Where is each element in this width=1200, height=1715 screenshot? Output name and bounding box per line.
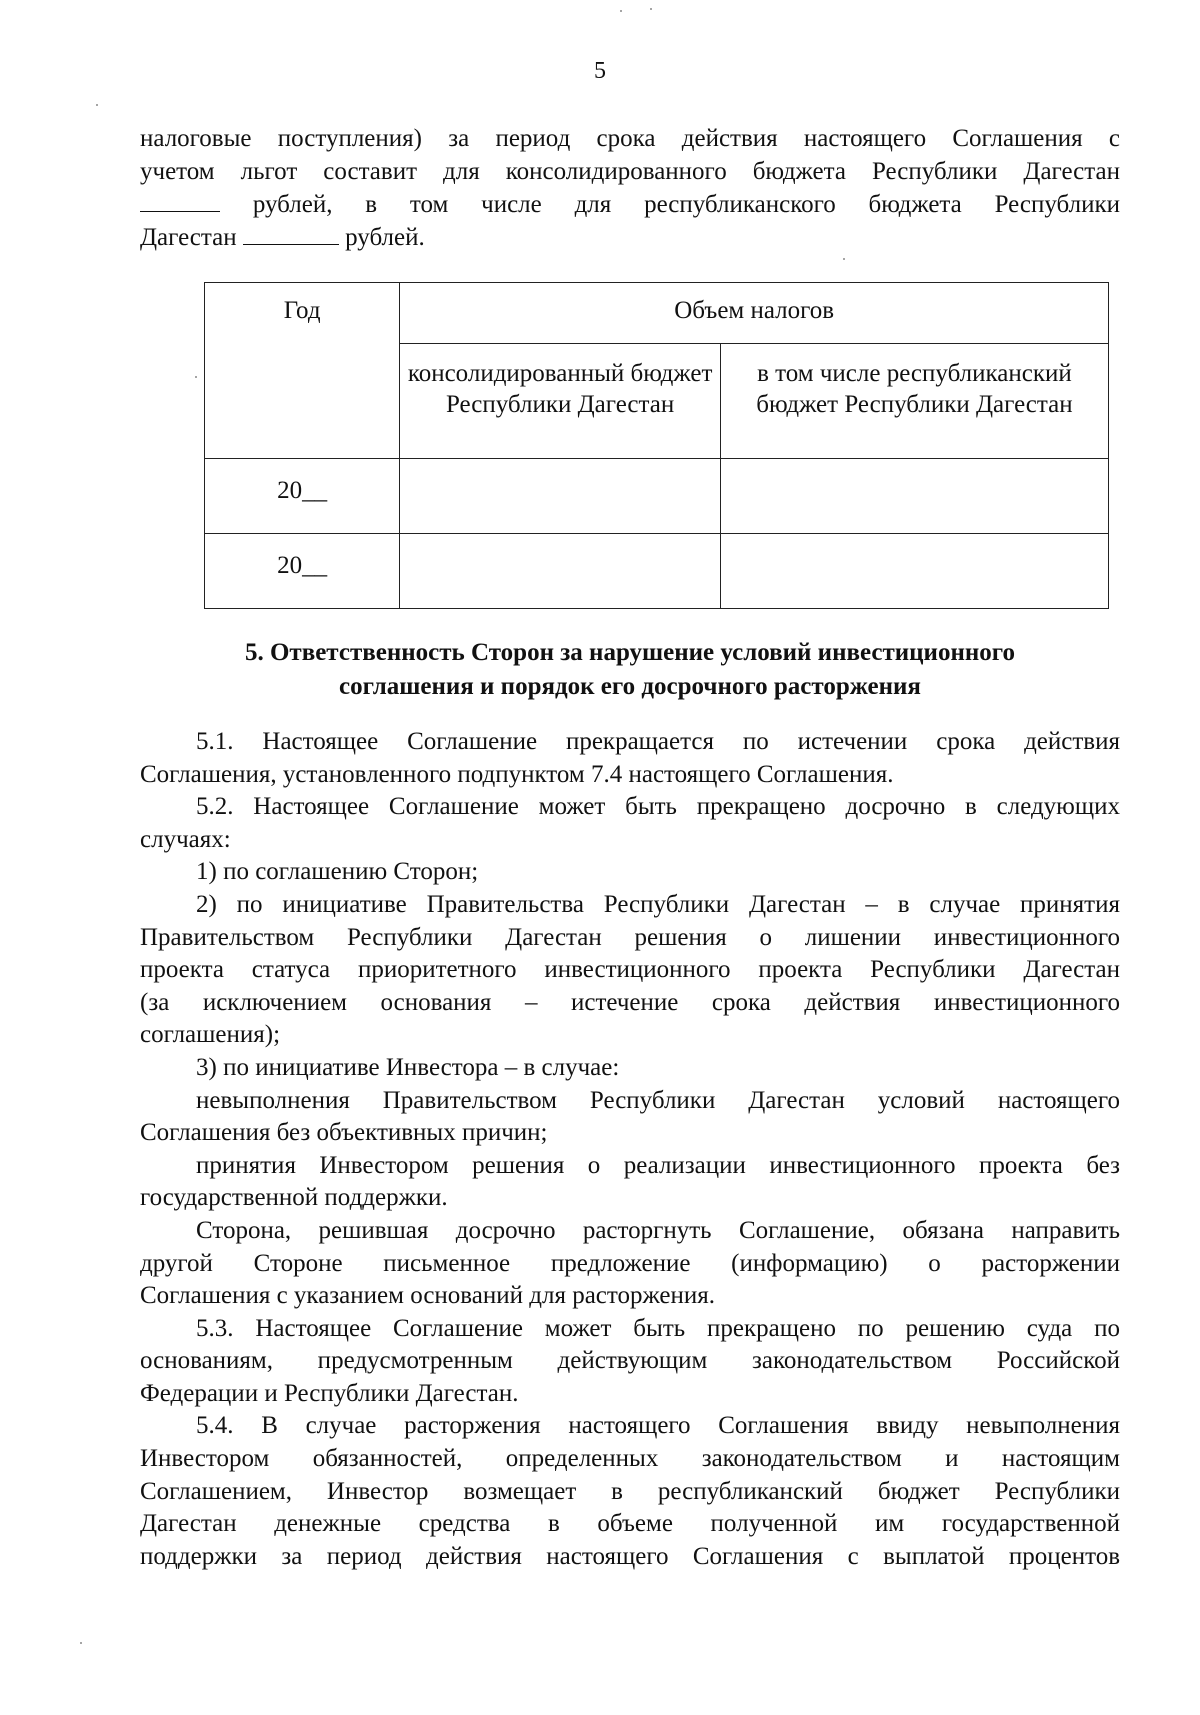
body-line: Инвестором обязанностей, определенных законодательством и настоящим [140,1445,1120,1473]
table-header-year: Год [205,283,400,459]
body-line: 2) по инициативе Правительства Республики Дагестан – в случае принятия [196,890,1120,918]
scan-speck [80,1642,82,1644]
table-cell-consolidated [400,534,721,609]
body-line: Федерации и Республики Дагестан. [140,1379,519,1407]
scan-speck [843,258,845,260]
table-cell-year: 20__ [205,459,400,534]
body-line: основаниям, предусмотренным действующим законодательством Российской [140,1347,1120,1375]
table-cell-republican [720,459,1108,534]
blank-amount-republican [243,224,339,245]
body-line: 1) по соглашению Сторон; [196,858,479,886]
section-heading [140,636,1120,704]
body-line: 5.3. Настоящее Соглашение может быть прекращено по решению суда по [196,1314,1120,1342]
table-header-volume: Объем налогов [400,283,1109,344]
body-line: невыполнения Правительством Республики Дагестан условий настоящего [196,1086,1120,1114]
body-line: 3) по инициативе Инвестора – в случае: [196,1053,620,1081]
intro-line-3-text: рублей, в том числе для республиканского бюджета Республики [220,191,1120,218]
body-line: проекта статуса приоритетного инвестиционного проекта Республики Дагестан [140,956,1120,984]
body-line: Соглашения, установленного подпунктом 7.4 настоящего Соглашения. [140,760,894,788]
table-cell-year: 20__ [205,534,400,609]
body-line: государственной поддержки. [140,1184,448,1212]
tax-volume-table [204,282,1109,609]
body-line: соглашения); [140,1021,281,1049]
body-line: Соглашения с указанием оснований для расторжения. [140,1282,716,1310]
table-row [205,534,1109,609]
body-line: 5.2. Настоящее Соглашение может быть прекращено досрочно в следующих [196,793,1120,821]
table-row [205,459,1109,534]
body-line: поддержки за период действия настоящего Соглашения с выплатой процентов [140,1542,1120,1570]
intro-line-3 [140,188,1120,221]
table-header-republican: в том числе республиканский бюджет Республики Дагестан [720,344,1108,459]
scan-speck [195,376,197,378]
body-line: Соглашением, Инвестор возмещает в республиканский бюджет Республики [140,1477,1120,1505]
body-line: (за исключением основания – истечение срока действия инвестиционного [140,988,1120,1016]
table-cell-consolidated [400,459,721,534]
intro-line-1: налоговые поступления) за период срока действия настоящего Соглашения с [140,125,1120,152]
section-body [140,726,1120,1573]
page-number: 5 [594,58,606,84]
intro-line-4-text: Дагестан [140,224,243,251]
body-line: Сторона, решившая досрочно расторгнуть Соглашение, обязана направить [196,1216,1120,1244]
body-line: принятия Инвестором решения о реализации инвестиционного проекта без [196,1151,1120,1179]
scan-speck [620,10,622,12]
intro-line-4 [140,221,1120,254]
blank-amount-consolidated [140,191,220,212]
intro-line-2: учетом льгот составит для консолидированного бюджета Республики Дагестан [140,158,1120,185]
body-line: Дагестан денежные средства в объеме полученной им государственной [140,1510,1120,1538]
section-heading-line-2: соглашения и порядок его досрочного расторжения [339,673,921,700]
section-heading-line-1: 5. Ответственность Сторон за нарушение условий инвестиционного [244,639,1016,666]
scan-speck [96,104,98,106]
intro-paragraph [140,122,1120,254]
body-line: 5.1. Настоящее Соглашение прекращается по истечении срока действия [196,728,1120,755]
table-cell-republican [720,534,1108,609]
body-line: Правительством Республики Дагестан решения о лишении инвестиционного [140,923,1120,951]
body-line: случаях: [140,825,231,853]
body-line: Соглашения без объективных причин; [140,1119,548,1147]
body-line: другой Стороне письменное предложение (информацию) о расторжении [140,1249,1120,1277]
scan-speck [650,8,652,10]
body-line: 5.4. В случае расторжения настоящего Соглашения ввиду невыполнения [196,1412,1120,1440]
table-header-consolidated: консолидированный бюджет Республики Дагестан [400,344,721,459]
intro-line-4-end: рублей. [345,224,425,251]
